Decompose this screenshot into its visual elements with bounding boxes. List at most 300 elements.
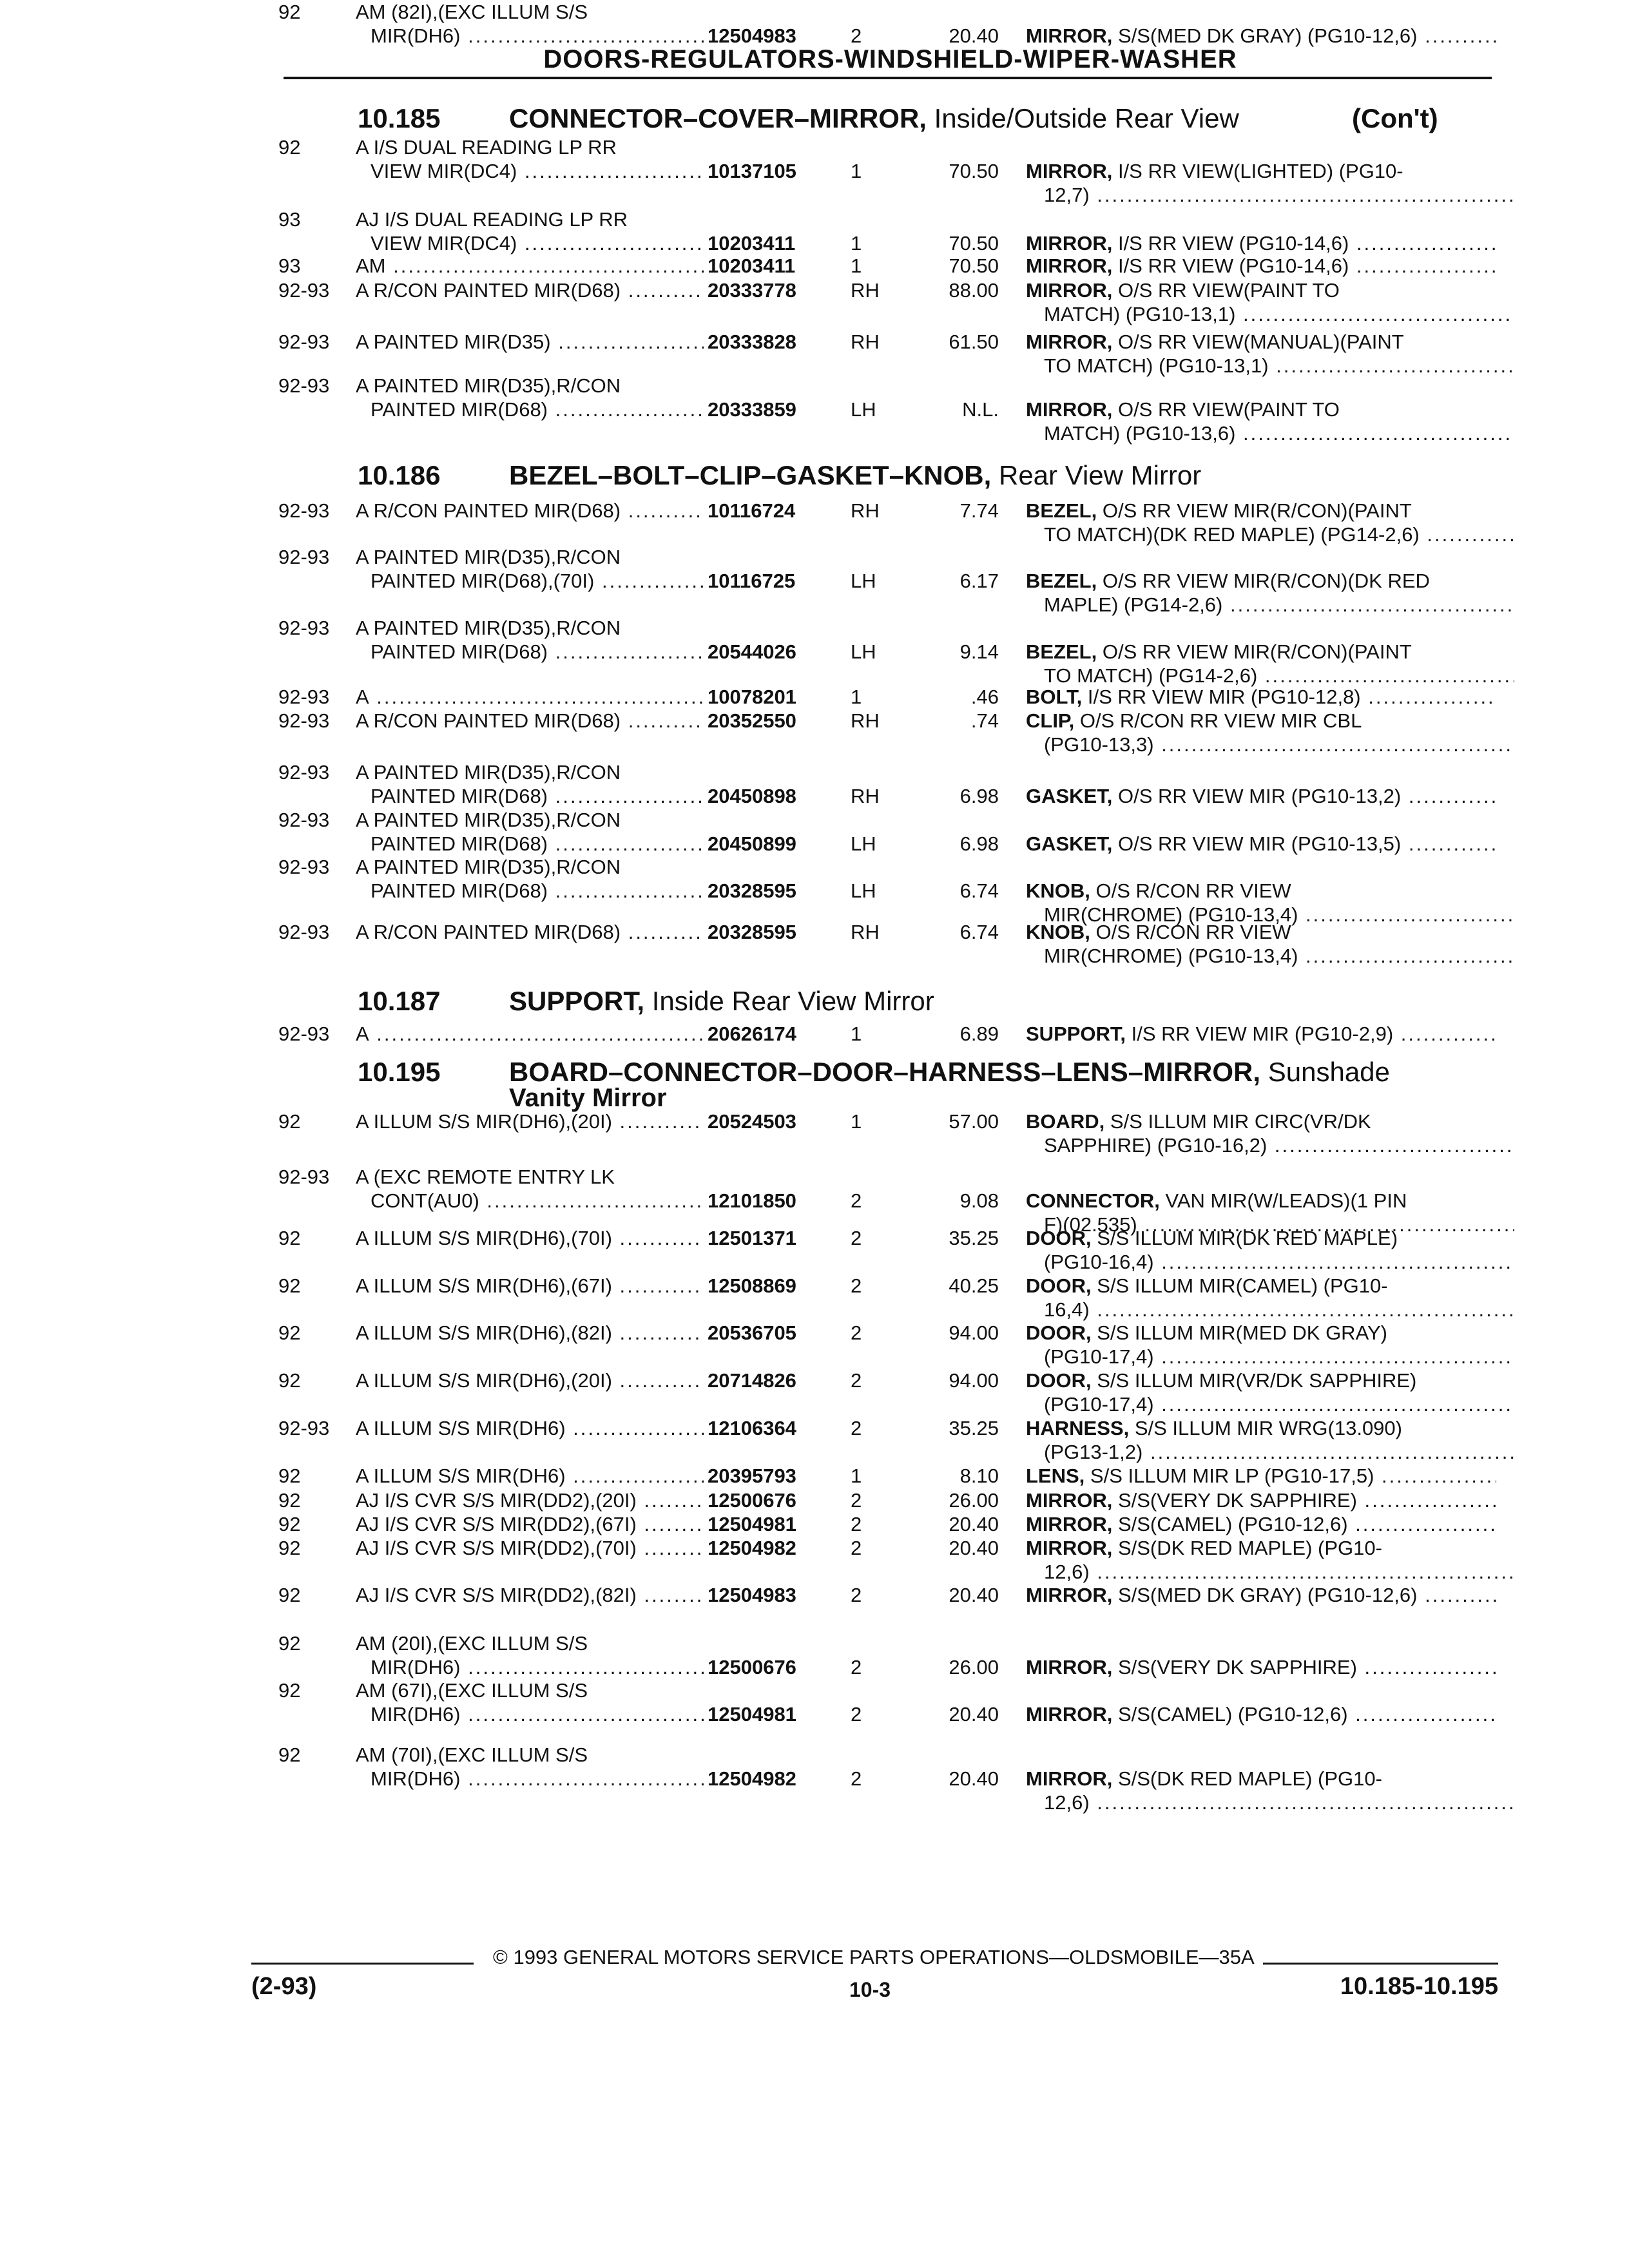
cell-quantity: RH — [851, 921, 880, 943]
cell-description — [1026, 1321, 1496, 1345]
description-text: S/S(DK RED MAPLE) (PG10- — [1117, 1767, 1382, 1790]
section-number: 10.195 — [358, 1057, 441, 1087]
cell-year: 92-93 — [278, 1023, 330, 1045]
cell-part-number: 12508869 — [708, 1274, 796, 1297]
cell-application: AM (67I),(EXC ILLUM S/S — [356, 1679, 588, 1702]
cell-year: 92 — [278, 1465, 301, 1487]
cell-application-cont: VIEW MIR(DC4) ..... — [371, 231, 706, 255]
cell-description-cont: TO MATCH)(DK RED MAPLE) (PG14-2,6) ..... — [1044, 523, 1514, 546]
cell-price: 35.25 — [949, 1227, 999, 1249]
description-keyword: KNOB, — [1026, 879, 1090, 902]
cell-part-number: 20536705 — [708, 1321, 796, 1344]
cell-description-cont: (PG10-17,4) ..... — [1044, 1345, 1514, 1369]
cell-part-number: 20450899 — [708, 832, 796, 855]
cell-application: A ILLUM S/S MIR(DH6),(70I) ..... — [356, 1226, 704, 1250]
cell-application: A ILLUM S/S MIR(DH6),(20I) ..... — [356, 1369, 704, 1392]
cell-application: AM ..... — [356, 254, 704, 278]
description-text: S/S ILLUM MIR(DK RED MAPLE) — [1097, 1227, 1398, 1249]
cell-description-cont: 12,7) ..... — [1044, 183, 1514, 207]
cell-price: 8.10 — [959, 1465, 999, 1487]
cell-application-cont: VIEW MIR(DC4) ..... — [371, 159, 706, 183]
cell-part-number: 20450898 — [708, 785, 796, 807]
cell-description — [1026, 685, 1496, 709]
cell-quantity: RH — [851, 331, 880, 353]
cell-description — [1026, 1464, 1496, 1488]
cell-price: 20.40 — [949, 1767, 999, 1790]
page-title: DOORS-REGULATORS-WINDSHIELD-WIPER-WASHER — [543, 45, 1237, 73]
description-keyword: MIRROR, — [1026, 279, 1113, 302]
cell-application-cont: CONT(AU0) ..... — [371, 1189, 706, 1213]
cell-price: .46 — [970, 686, 999, 708]
cell-quantity: 2 — [851, 1369, 862, 1392]
description-keyword: MIRROR, — [1026, 232, 1113, 255]
cell-description — [1026, 879, 1496, 903]
cell-quantity: 2 — [851, 1321, 862, 1344]
description-keyword: DOOR, — [1026, 1274, 1092, 1297]
cell-price: 70.50 — [949, 255, 999, 277]
cell-year: 92 — [278, 1537, 301, 1559]
description-text: O/S RR VIEW(PAINT TO — [1117, 279, 1340, 302]
cell-year: 92 — [278, 1513, 301, 1535]
description-keyword: DOOR, — [1026, 1321, 1092, 1344]
description-text: I/S RR VIEW MIR (PG10-2,9) — [1131, 1023, 1394, 1045]
cell-description-cont: (PG10-17,4) ..... — [1044, 1392, 1514, 1416]
cell-application: A I/S DUAL READING LP RR — [356, 136, 617, 159]
cell-description — [1026, 24, 1496, 48]
description-text: O/S R/CON RR VIEW — [1095, 921, 1291, 943]
cell-description — [1026, 1110, 1496, 1133]
description-keyword: MIRROR, — [1026, 255, 1113, 277]
cell-quantity: 2 — [851, 1513, 862, 1535]
description-keyword: MIRROR, — [1026, 1703, 1113, 1725]
description-keyword: MIRROR, — [1026, 24, 1113, 47]
cell-application-cont: MIR(DH6) ..... — [371, 1655, 706, 1679]
cell-quantity: 2 — [851, 1584, 862, 1606]
description-keyword: MIRROR, — [1026, 1537, 1113, 1559]
cell-quantity: LH — [851, 398, 876, 421]
cell-price: 26.00 — [949, 1489, 999, 1512]
cell-description — [1026, 231, 1496, 255]
description-keyword: MIRROR, — [1026, 1489, 1113, 1512]
cell-quantity: LH — [851, 640, 876, 663]
cell-description — [1026, 1583, 1496, 1607]
cell-year: 92-93 — [278, 856, 330, 878]
cell-description-cont: MIR(CHROME) (PG10-13,4) ..... — [1044, 944, 1514, 968]
cell-price: 88.00 — [949, 279, 999, 302]
description-keyword: MIRROR, — [1026, 331, 1113, 353]
description-text: S/S(CAMEL) (PG10-12,6) — [1117, 1703, 1348, 1725]
description-text: O/S RR VIEW MIR(R/CON)(PAINT — [1102, 499, 1412, 522]
footer-rule-right — [1263, 1963, 1498, 1965]
section-title-rest: Inside Rear View Mirror — [651, 986, 934, 1016]
cell-description-cont: (PG13-1,2) ..... — [1044, 1440, 1514, 1464]
cell-year: 92 — [278, 1679, 301, 1702]
cell-description — [1026, 330, 1496, 354]
description-keyword: BOARD, — [1026, 1110, 1105, 1133]
cell-quantity: LH — [851, 879, 876, 902]
description-text: S/S(CAMEL) (PG10-12,6) — [1117, 1513, 1348, 1535]
cell-part-number: 10078201 — [708, 686, 796, 708]
cell-quantity: 1 — [851, 160, 862, 182]
cell-quantity: 2 — [851, 1227, 862, 1249]
cell-price: 57.00 — [949, 1110, 999, 1133]
section-title-main: BOARD–CONNECTOR–DOOR–HARNESS–LENS–MIRROR, — [509, 1057, 1261, 1087]
section-title — [509, 460, 1201, 491]
cell-price: 20.40 — [949, 1703, 999, 1725]
description-text: S/S(MED DK GRAY) (PG10-12,6) — [1117, 1584, 1418, 1606]
cell-part-number: 10137105 — [708, 160, 796, 182]
section-title-rest: Sunshade — [1268, 1057, 1390, 1087]
cell-part-number: 12501371 — [708, 1227, 796, 1249]
description-text: S/S(DK RED MAPLE) (PG10- — [1117, 1537, 1382, 1559]
description-text: VAN MIR(W/LEADS)(1 PIN — [1165, 1189, 1407, 1212]
cell-description — [1026, 1369, 1496, 1392]
cell-part-number: 20333778 — [708, 279, 796, 302]
cell-description-cont: (PG10-16,4) ..... — [1044, 1250, 1514, 1274]
description-keyword: LENS, — [1026, 1465, 1085, 1487]
description-text: O/S RR VIEW MIR(R/CON)(PAINT — [1102, 640, 1412, 663]
cell-application: A ILLUM S/S MIR(DH6),(20I) ..... — [356, 1110, 704, 1133]
cell-year: 92-93 — [278, 1166, 330, 1188]
cell-description-cont: SAPPHIRE) (PG10-16,2) ..... — [1044, 1133, 1514, 1157]
cell-quantity: 2 — [851, 1489, 862, 1512]
cell-price: 6.98 — [959, 832, 999, 855]
cell-description — [1026, 1488, 1496, 1512]
cell-price: 6.17 — [959, 570, 999, 592]
cell-year: 92 — [278, 1, 301, 23]
cell-price: 20.40 — [949, 1584, 999, 1606]
description-text: S/S ILLUM MIR LP (PG10-17,5) — [1090, 1465, 1374, 1487]
cell-quantity: 2 — [851, 1189, 862, 1212]
cell-year: 92-93 — [278, 921, 330, 943]
cell-application: A ILLUM S/S MIR(DH6) ..... — [356, 1416, 704, 1440]
description-keyword: BOLT, — [1026, 686, 1083, 708]
cell-description-cont: 12,6) ..... — [1044, 1560, 1514, 1584]
cell-year: 92 — [278, 136, 301, 159]
description-keyword: MIRROR, — [1026, 1767, 1113, 1790]
cell-application: AJ I/S CVR S/S MIR(DD2),(70I) ..... — [356, 1536, 704, 1560]
cell-part-number: 20333859 — [708, 398, 796, 421]
cell-description — [1026, 159, 1496, 183]
cell-year: 92-93 — [278, 809, 330, 831]
cell-description — [1026, 1655, 1496, 1679]
description-text: O/S RR VIEW(PAINT TO — [1117, 398, 1340, 421]
cell-price: 6.74 — [959, 921, 999, 943]
description-keyword: DOOR, — [1026, 1369, 1092, 1392]
description-text: O/S RR VIEW MIR (PG10-13,2) — [1117, 785, 1402, 807]
cell-quantity: 1 — [851, 232, 862, 255]
cell-year: 92-93 — [278, 546, 330, 568]
cell-year: 92 — [278, 1744, 301, 1766]
cell-description — [1026, 569, 1496, 593]
cell-year: 93 — [278, 208, 301, 231]
cell-price: 35.25 — [949, 1417, 999, 1439]
description-text: S/S(MED DK GRAY) (PG10-12,6) — [1117, 24, 1418, 47]
description-keyword: CONNECTOR, — [1026, 1189, 1160, 1212]
cell-part-number: 20328595 — [708, 921, 796, 943]
cell-year: 92 — [278, 1110, 301, 1133]
cell-quantity: RH — [851, 279, 880, 302]
cell-description — [1026, 1767, 1496, 1791]
cell-description — [1026, 1536, 1496, 1560]
cell-application: A ILLUM S/S MIR(DH6),(67I) ..... — [356, 1274, 704, 1298]
cell-description-cont: 12,6) ..... — [1044, 1791, 1514, 1814]
cell-price: 7.74 — [959, 499, 999, 522]
cell-application: A ILLUM S/S MIR(DH6),(82I) ..... — [356, 1321, 704, 1345]
cell-price: 6.74 — [959, 879, 999, 902]
cell-price: .74 — [970, 709, 999, 732]
description-keyword: BEZEL, — [1026, 570, 1097, 592]
cell-price: 94.00 — [949, 1369, 999, 1392]
description-keyword: GASKET, — [1026, 832, 1113, 855]
description-text: I/S RR VIEW (PG10-14,6) — [1117, 232, 1349, 255]
cell-description — [1026, 398, 1496, 421]
cell-description — [1026, 920, 1496, 944]
cell-application: AM (20I),(EXC ILLUM S/S — [356, 1632, 588, 1655]
cell-application: A PAINTED MIR(D35),R/CON — [356, 761, 621, 783]
footer-copyright: © 1993 GENERAL MOTORS SERVICE PARTS OPERATIONS—OLDSMOBILE—35A — [493, 1946, 1255, 1968]
description-text: S/S(VERY DK SAPPHIRE) — [1117, 1656, 1357, 1678]
footer-page-number: 10-3 — [849, 1978, 891, 2001]
cell-application-cont: PAINTED MIR(D68) ..... — [371, 640, 706, 664]
cell-quantity: 1 — [851, 255, 862, 277]
cell-year: 92 — [278, 1321, 301, 1344]
cell-application: A ILLUM S/S MIR(DH6) ..... — [356, 1464, 704, 1488]
cell-application: A PAINTED MIR(D35),R/CON — [356, 546, 621, 568]
cell-price: N.L. — [962, 398, 999, 421]
description-text: O/S RR VIEW MIR (PG10-13,5) — [1117, 832, 1402, 855]
cell-application-cont: MIR(DH6) ..... — [371, 1702, 706, 1726]
section-title-line2: Vanity Mirror — [509, 1084, 667, 1112]
cell-description — [1026, 1226, 1496, 1250]
description-keyword: HARNESS, — [1026, 1417, 1130, 1439]
cell-quantity: LH — [851, 832, 876, 855]
cell-price: 61.50 — [949, 331, 999, 353]
cell-description-cont: TO MATCH) (PG14-2,6) ..... — [1044, 664, 1514, 687]
cell-year: 92 — [278, 1274, 301, 1297]
cell-application: A PAINTED MIR(D35) ..... — [356, 330, 704, 354]
description-keyword: SUPPORT, — [1026, 1023, 1126, 1045]
cell-quantity: RH — [851, 785, 880, 807]
cell-year: 92-93 — [278, 331, 330, 353]
cell-application: A R/CON PAINTED MIR(D68) ..... — [356, 499, 704, 523]
description-text: I/S RR VIEW MIR (PG10-12,8) — [1087, 686, 1361, 708]
cell-application-cont: PAINTED MIR(D68),(70I) ..... — [371, 569, 706, 593]
cell-price: 6.98 — [959, 785, 999, 807]
cell-description — [1026, 640, 1496, 664]
cell-application-cont: MIR(DH6) ..... — [371, 1767, 706, 1791]
cell-quantity: 2 — [851, 1274, 862, 1297]
cell-part-number: 20333828 — [708, 331, 796, 353]
cell-price: 40.25 — [949, 1274, 999, 1297]
section-title — [509, 986, 934, 1017]
description-keyword: MIRROR, — [1026, 1584, 1113, 1606]
cell-year: 92-93 — [278, 686, 330, 708]
cell-part-number: 20544026 — [708, 640, 796, 663]
cell-quantity: 2 — [851, 1767, 862, 1790]
cell-description-cont: TO MATCH) (PG10-13,1) ..... — [1044, 354, 1514, 378]
cell-description — [1026, 709, 1496, 733]
description-text: I/S RR VIEW(LIGHTED) (PG10- — [1117, 160, 1403, 182]
cell-description-cont: MATCH) (PG10-13,1) ..... — [1044, 302, 1514, 326]
section-title-rest: Rear View Mirror — [998, 460, 1202, 490]
cell-part-number: 20524503 — [708, 1110, 796, 1133]
cell-application: A ..... — [356, 1022, 704, 1046]
cell-description — [1026, 832, 1496, 856]
cell-price: 9.14 — [959, 640, 999, 663]
cell-description-cont: MATCH) (PG10-13,6) ..... — [1044, 421, 1514, 445]
cell-year: 92-93 — [278, 1417, 330, 1439]
cell-application: A PAINTED MIR(D35),R/CON — [356, 856, 621, 878]
cell-application: A ..... — [356, 685, 704, 709]
description-keyword: BEZEL, — [1026, 640, 1097, 663]
cell-part-number: 12101850 — [708, 1189, 796, 1212]
section-continued: (Con't) — [1352, 103, 1438, 133]
cell-application: A (EXC REMOTE ENTRY LK — [356, 1166, 615, 1188]
cell-application: AJ I/S DUAL READING LP RR — [356, 208, 628, 231]
description-text: O/S R/CON RR VIEW MIR CBL — [1079, 709, 1362, 732]
cell-application-cont: MIR(DH6) ..... — [371, 24, 706, 48]
cell-part-number: 20395793 — [708, 1465, 796, 1487]
cell-part-number: 12504983 — [708, 24, 796, 47]
cell-price: 20.40 — [949, 24, 999, 47]
cell-quantity: RH — [851, 499, 880, 522]
cell-description — [1026, 278, 1496, 302]
section-title — [509, 103, 1239, 134]
cell-application: A PAINTED MIR(D35),R/CON — [356, 617, 621, 639]
cell-part-number: 20328595 — [708, 879, 796, 902]
section-title-rest: Inside/Outside Rear View — [934, 103, 1239, 133]
cell-application: AJ I/S CVR S/S MIR(DD2),(20I) ..... — [356, 1488, 704, 1512]
cell-application: A PAINTED MIR(D35),R/CON — [356, 809, 621, 831]
cell-quantity: 1 — [851, 686, 862, 708]
description-text: S/S ILLUM MIR WRG(13.090) — [1134, 1417, 1402, 1439]
cell-application: AM (82I),(EXC ILLUM S/S — [356, 1, 588, 23]
cell-application-cont: PAINTED MIR(D68) ..... — [371, 398, 706, 421]
cell-part-number: 10116725 — [708, 570, 796, 592]
page-header — [284, 45, 1492, 79]
cell-year: 92 — [278, 1489, 301, 1512]
cell-year: 92-93 — [278, 499, 330, 522]
cell-price: 94.00 — [949, 1321, 999, 1344]
cell-quantity: RH — [851, 709, 880, 732]
cell-price: 20.40 — [949, 1537, 999, 1559]
cell-application-cont: PAINTED MIR(D68) ..... — [371, 784, 706, 808]
section-number: 10.186 — [358, 460, 441, 490]
cell-part-number: 12504981 — [708, 1703, 796, 1725]
cell-description — [1026, 254, 1496, 278]
cell-year: 92-93 — [278, 761, 330, 783]
description-keyword: CLIP, — [1026, 709, 1075, 732]
cell-price: 6.89 — [959, 1023, 999, 1045]
description-keyword: BEZEL, — [1026, 499, 1097, 522]
section-title-main: BEZEL–BOLT–CLIP–GASKET–KNOB, — [509, 460, 992, 490]
section-number: 10.187 — [358, 986, 441, 1016]
cell-description-cont: MAPLE) (PG14-2,6) ..... — [1044, 593, 1514, 617]
cell-part-number: 10203411 — [708, 255, 796, 277]
cell-description-cont: (PG10-13,3) ..... — [1044, 733, 1514, 756]
cell-part-number: 12504982 — [708, 1767, 796, 1790]
description-text: O/S RR VIEW(MANUAL)(PAINT — [1117, 331, 1404, 353]
cell-description-cont: 16,4) ..... — [1044, 1298, 1514, 1321]
cell-description — [1026, 784, 1496, 808]
cell-price: 26.00 — [949, 1656, 999, 1678]
cell-year: 92-93 — [278, 374, 330, 397]
cell-year: 92 — [278, 1227, 301, 1249]
cell-description — [1026, 1022, 1496, 1046]
description-keyword: KNOB, — [1026, 921, 1090, 943]
cell-application: AJ I/S CVR S/S MIR(DD2),(67I) ..... — [356, 1512, 704, 1536]
cell-quantity: LH — [851, 570, 876, 592]
cell-description — [1026, 1702, 1496, 1726]
cell-application-cont: PAINTED MIR(D68) ..... — [371, 879, 706, 903]
cell-quantity: 1 — [851, 1023, 862, 1045]
description-keyword: DOOR, — [1026, 1227, 1092, 1249]
cell-description — [1026, 499, 1496, 523]
description-text: O/S RR VIEW MIR(R/CON)(DK RED — [1102, 570, 1430, 592]
cell-application: AM (70I),(EXC ILLUM S/S — [356, 1744, 588, 1766]
cell-application: A R/CON PAINTED MIR(D68) ..... — [356, 709, 704, 733]
cell-quantity: 2 — [851, 1656, 862, 1678]
cell-part-number: 20714826 — [708, 1369, 796, 1392]
cell-quantity: 2 — [851, 1537, 862, 1559]
section-number: 10.185 — [358, 103, 441, 133]
cell-quantity: 2 — [851, 24, 862, 47]
cell-year: 92-93 — [278, 617, 330, 639]
cell-description — [1026, 1274, 1496, 1298]
description-keyword: MIRROR, — [1026, 160, 1113, 182]
cell-part-number: 12106364 — [708, 1417, 796, 1439]
cell-part-number: 10116724 — [708, 499, 796, 522]
cell-year: 93 — [278, 255, 301, 277]
cell-year: 92 — [278, 1584, 301, 1606]
description-text: S/S ILLUM MIR(MED DK GRAY) — [1097, 1321, 1387, 1344]
description-keyword: GASKET, — [1026, 785, 1113, 807]
section-title-main: SUPPORT, — [509, 986, 645, 1016]
cell-application: AJ I/S CVR S/S MIR(DD2),(82I) ..... — [356, 1583, 704, 1607]
cell-price: 70.50 — [949, 160, 999, 182]
cell-part-number: 12500676 — [708, 1489, 796, 1512]
cell-year: 92 — [278, 1369, 301, 1392]
description-text: S/S ILLUM MIR(VR/DK SAPPHIRE) — [1097, 1369, 1417, 1392]
cell-application-cont: PAINTED MIR(D68) ..... — [371, 832, 706, 856]
cell-year: 92 — [278, 1632, 301, 1655]
cell-quantity: 1 — [851, 1465, 862, 1487]
cell-part-number: 12504981 — [708, 1513, 796, 1535]
description-text: S/S ILLUM MIR(CAMEL) (PG10- — [1097, 1274, 1388, 1297]
cell-quantity: 1 — [851, 1110, 862, 1133]
description-keyword: MIRROR, — [1026, 398, 1113, 421]
cell-part-number: 12504983 — [708, 1584, 796, 1606]
cell-price: 70.50 — [949, 232, 999, 255]
cell-application: A PAINTED MIR(D35),R/CON — [356, 374, 621, 397]
cell-quantity: 2 — [851, 1417, 862, 1439]
cell-part-number: 20352550 — [708, 709, 796, 732]
cell-part-number: 12504982 — [708, 1537, 796, 1559]
cell-part-number: 10203411 — [708, 232, 796, 255]
description-text: S/S(VERY DK SAPPHIRE) — [1117, 1489, 1357, 1512]
cell-part-number: 12500676 — [708, 1656, 796, 1678]
section-title-main: CONNECTOR–COVER–MIRROR, — [509, 103, 927, 133]
cell-application: A R/CON PAINTED MIR(D68) ..... — [356, 278, 704, 302]
cell-description-cont: MIR(CHROME) (PG10-13,4) ..... — [1044, 903, 1514, 927]
cell-description — [1026, 1512, 1496, 1536]
cell-price: 9.08 — [959, 1189, 999, 1212]
cell-quantity: 2 — [851, 1703, 862, 1725]
description-text: S/S ILLUM MIR CIRC(VR/DK — [1110, 1110, 1371, 1133]
description-keyword: MIRROR, — [1026, 1656, 1113, 1678]
description-text: O/S R/CON RR VIEW — [1095, 879, 1291, 902]
